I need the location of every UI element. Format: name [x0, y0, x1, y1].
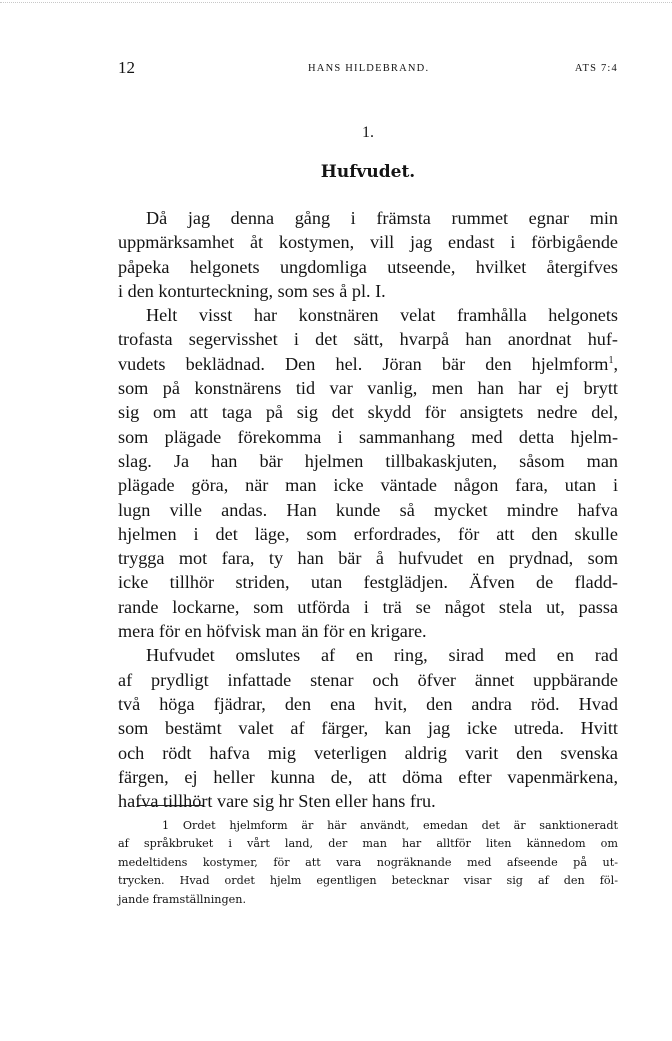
footnote-line: af språkbruket i vårt land, der man har alltför liten kännedom om [118, 837, 618, 851]
series-reference: ATS 7:4 [574, 63, 618, 74]
page-header [118, 58, 618, 82]
section-title: Hufvudet. [320, 162, 416, 182]
body-line: påpeka helgonets ungdomliga utseende, hvilket återgifves [118, 256, 618, 277]
body-line: Hufvudet omslutes af en ring, sirad med en rad [146, 645, 618, 666]
body-line: uppmärksamhet åt kostymen, vill jag endast i förbigående [118, 232, 618, 253]
body-line-with-footnote [118, 352, 618, 376]
footnote-line: 1 Ordet hjelmform är här användt, emedan det är sanktioneradt [162, 819, 618, 832]
body-line: slag. Ja han bär hjelmen tillbakaskjuten, såsom man [118, 450, 618, 471]
body-line: trofasta segervisshet i det sätt, hvarpå han anordnat huf- [118, 329, 618, 350]
body-line: hafva tillhört vare sig hr Sten eller hans fru. [118, 791, 436, 812]
body-line: Helt visst har konstnären velat framhålla helgonets [146, 305, 618, 326]
footnote-line: trycken. Hvad ordet hjelm egentligen betecknar visar sig af den föl- [118, 874, 618, 888]
body-line: plägade göra, när man icke väntade någon fara, utan i [118, 475, 618, 496]
body-line: trygga mot fara, ty han bär å hufvudet en prydnad, som [118, 548, 618, 569]
footnote-separator [137, 805, 203, 806]
body-line: hjelmen i det läge, som erfordrades, för att den skulle [118, 523, 618, 544]
body-line: två höga fjädrar, den ena hvit, den andra röd. Hvad [118, 693, 618, 714]
body-line: lugn ville andas. Han kunde så mycket mindre hafva [118, 499, 618, 520]
footnote-line: jande framställningen. [118, 892, 247, 906]
body-line: af prydligt infattade stenar och öfver ännet uppbärande [118, 669, 618, 690]
body-line: Då jag denna gång i främsta rummet egnar min [146, 208, 618, 228]
body-text [118, 206, 618, 813]
section-number: 1. [362, 124, 374, 141]
footnote-reference-comma: , [613, 353, 618, 374]
body-line: som plägade förekomma i sammanhang med detta hjelm- [118, 426, 618, 447]
footnote-reference[interactable]: 1 [608, 354, 614, 366]
body-line: och rödt hafva mig veterligen aldrig varit den svenska [118, 742, 618, 763]
footnote [118, 817, 618, 909]
body-line: i den konturteckning, som ses å pl. I. [118, 280, 386, 301]
body-line: icke tillhör striden, utan festglädjen. Äfven de fladd- [118, 572, 618, 593]
top-scan-rule [0, 2, 672, 3]
body-line: sig om att taga på sig det skydd för ansigtets nedre del, [118, 402, 618, 423]
body-line: som bestämt valet af färger, kan jag icke utreda. Hvitt [118, 718, 618, 739]
body-line-text: vudets beklädnad. Den hel. Jöran bär den hjelmform [118, 353, 609, 374]
body-line: mera för en höfvisk man än för en krigare. [118, 621, 427, 642]
body-line: rande lockarne, som utförda i trä se något stela ut, passa [118, 596, 618, 617]
body-line: som på konstnärens tid var vanlig, men han har ej brytt [118, 378, 618, 399]
body-line: färgen, ej heller kunna de, att döma efter vapenmärkena, [118, 766, 618, 787]
running-title: HANS HILDEBRAND. [308, 63, 430, 74]
footnote-line: medeltidens kostymer, för att vara nogräknande med afseende på ut- [118, 855, 618, 869]
page-number: 12 [118, 58, 135, 77]
